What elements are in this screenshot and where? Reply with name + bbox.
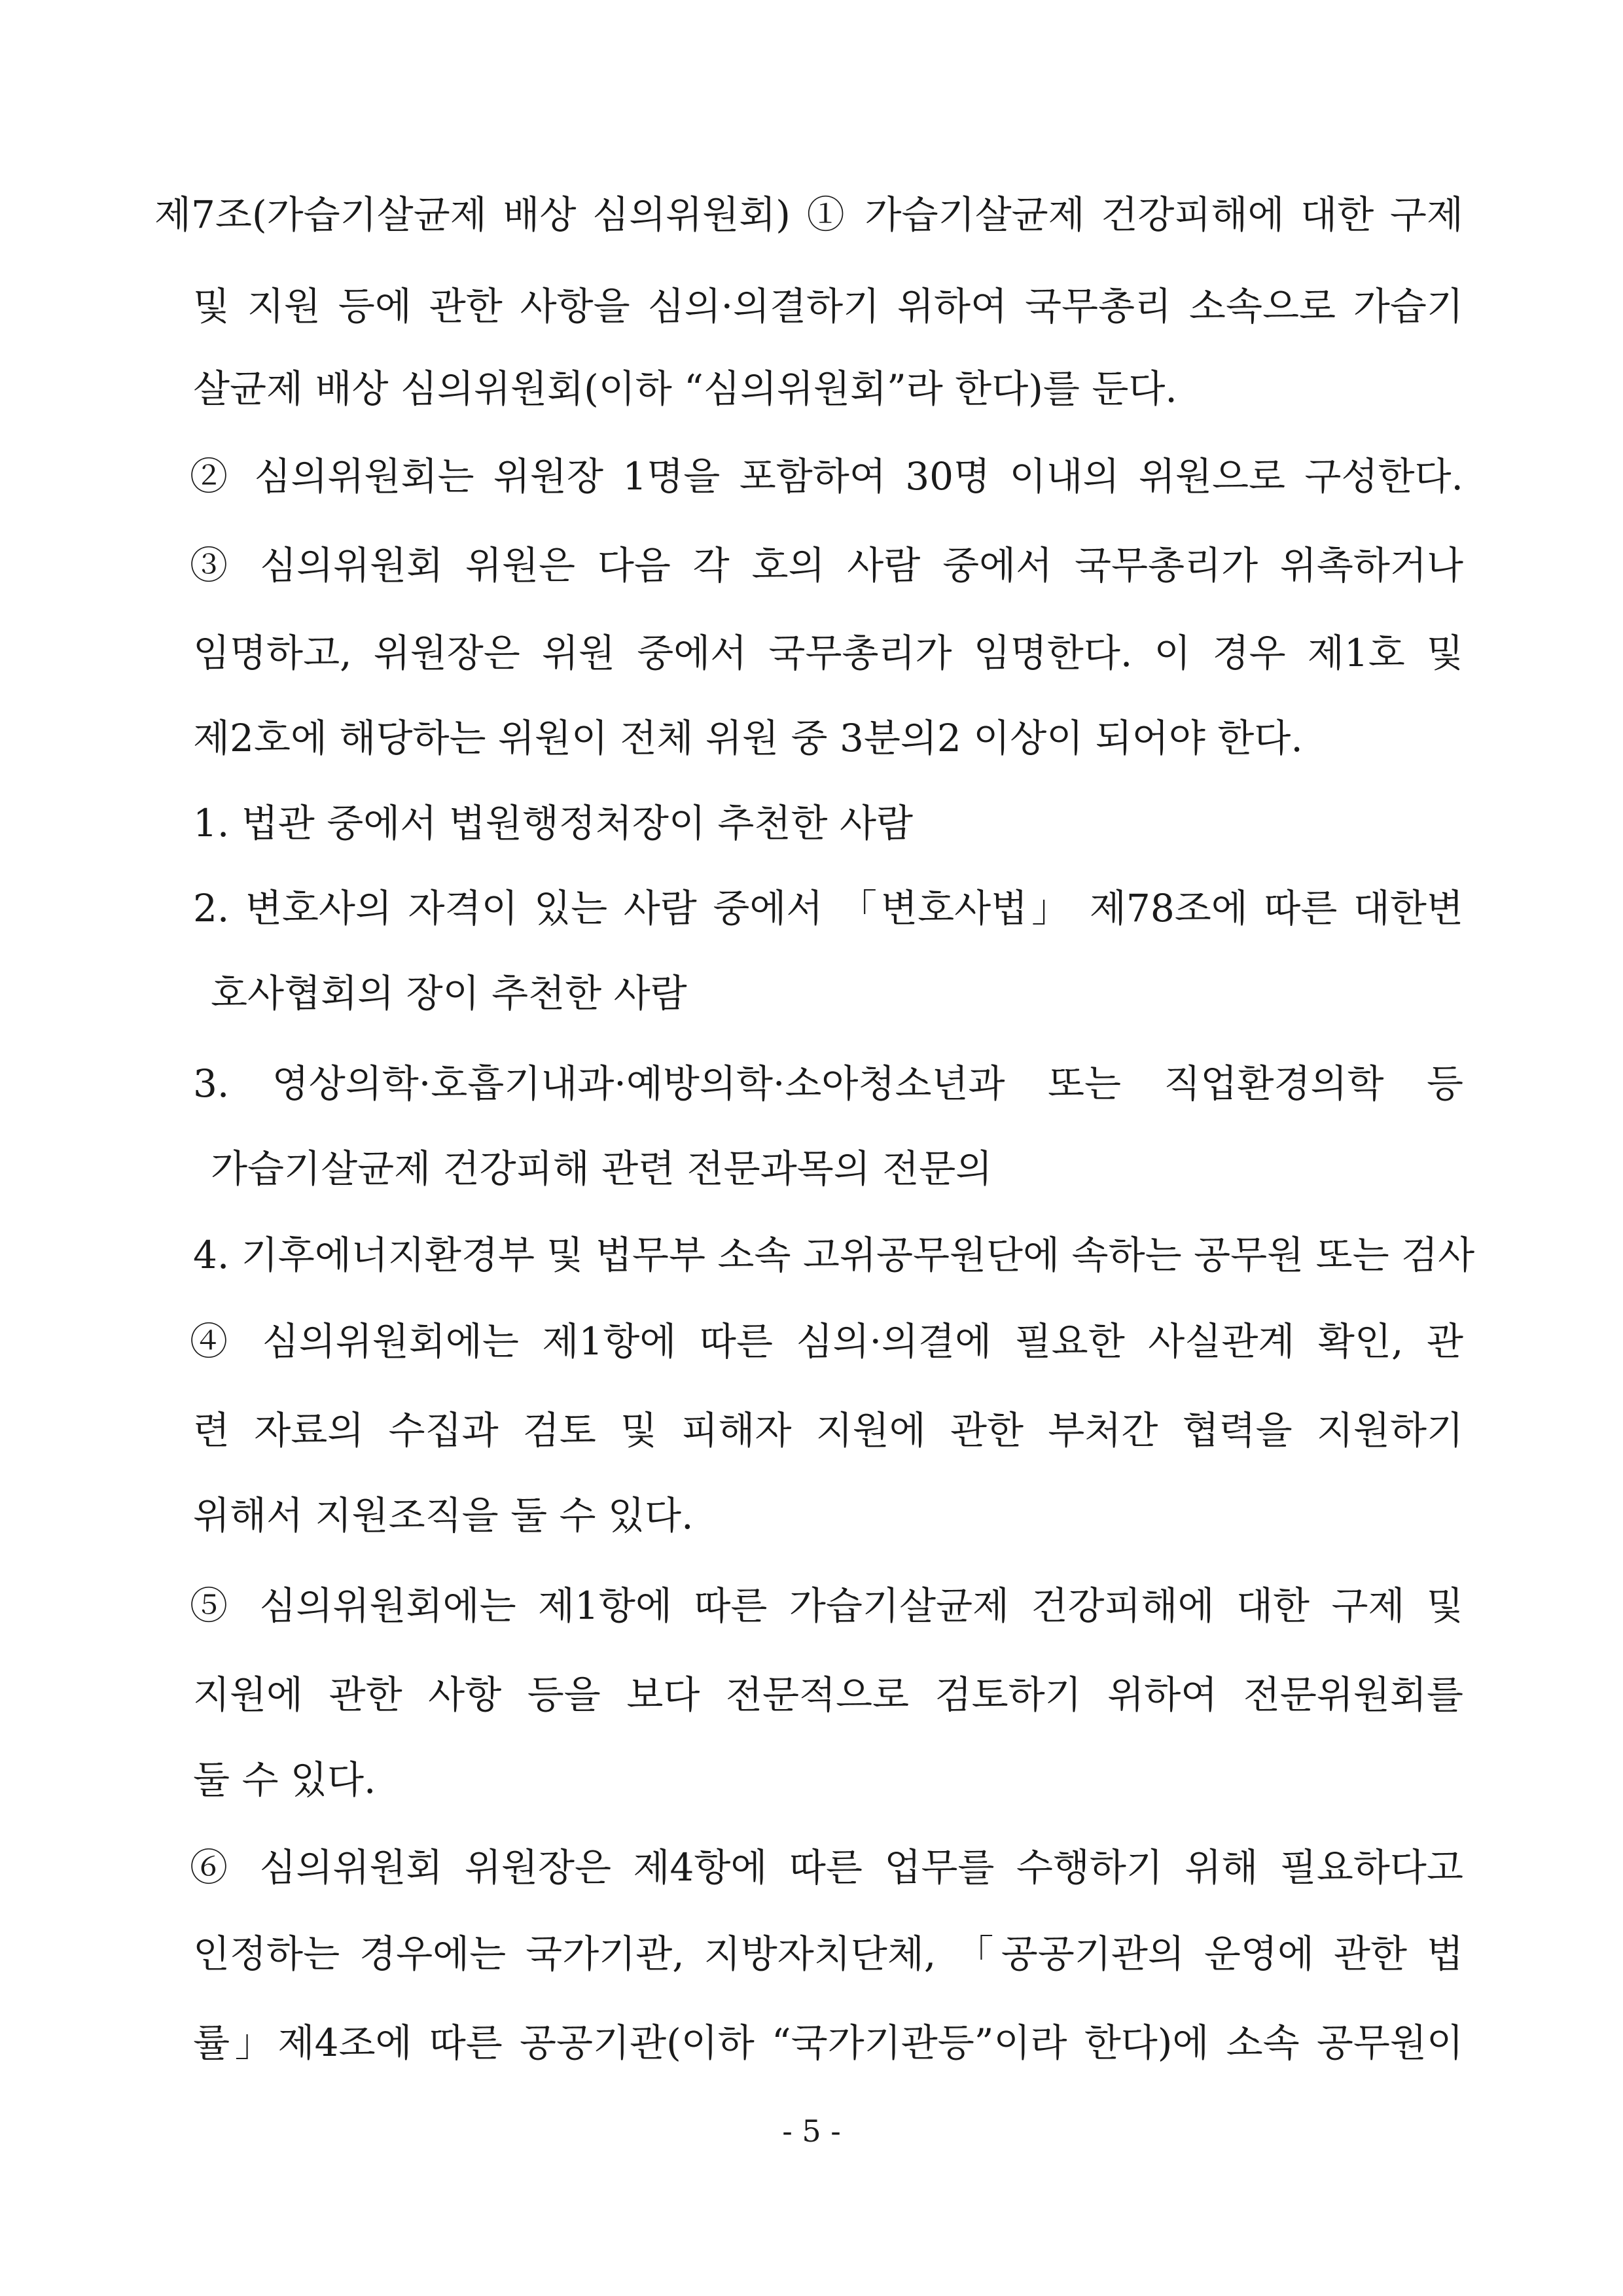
text-line (0, 1216, 1623, 1294)
text-line-content: 2. 변호사의 자격이 있는 사람 중에서 「변호사법」 제78조에 따른 대한변 (193, 886, 1463, 930)
text-line-content: 호사협회의 장이 추천한 사람 (211, 971, 687, 1016)
text-line (0, 526, 1623, 605)
text-line-content: 련 자료의 수집과 검토 및 피해자 지원에 관한 부처간 협력을 지원하기 (193, 1408, 1463, 1453)
page-number: - 5 - (782, 2113, 841, 2149)
text-line-content: 제2호에 해당하는 위원이 전체 위원 중 3분의2 이상이 되어야 한다. (193, 716, 1303, 760)
text-line-content: ④ 심의위원회에는 제1항에 따른 심의·의결에 필요한 사실관계 확인, 관 (190, 1319, 1463, 1364)
text-line (0, 954, 1623, 1033)
text-line (0, 1302, 1623, 1381)
text-line-content: 3. 영상의학·호흡기내과·예방의학·소아청소년과 또는 직업환경의학 등 (193, 1061, 1463, 1106)
text-line-content: 임명하고, 위원장은 위원 중에서 국무총리가 임명한다. 이 경우 제1호 및 (193, 631, 1463, 675)
text-line-content: 인정하는 경우에는 국가기관, 지방자치단체, 「공공기관의 운영에 관한 법 (193, 1932, 1463, 1976)
text-line (0, 2004, 1623, 2082)
text-line-content: 및 지원 등에 관한 사항을 심의·의결하기 위하여 국무총리 소속으로 가습기 (193, 284, 1463, 328)
text-line-content: 률」제4조에 따른 공공기관(이하 “국가기관등”이라 한다)에 소속 공무원이 (193, 2021, 1463, 2065)
text-line-content: 지원에 관한 사항 등을 보다 전문적으로 검토하기 위하여 전문위원회를 (193, 1672, 1463, 1717)
text-line-content: 가습기살균제 건강피해 관련 전문과목의 전문의 (211, 1146, 993, 1191)
text-line (0, 1740, 1623, 1819)
text-line (0, 699, 1623, 777)
text-line (0, 267, 1623, 345)
text-line-content: 1. 법관 중에서 법원행정처장이 추천한 사람 (193, 801, 913, 845)
text-line (0, 437, 1623, 516)
text-line-content: 둘 수 있다. (193, 1757, 376, 1802)
text-line (0, 1828, 1623, 1907)
text-line (0, 349, 1623, 428)
text-line (0, 614, 1623, 692)
text-line-content: 살균제 배상 심의위원회(이하 “심의위원회”라 한다)를 둔다. (193, 366, 1177, 411)
text-line-content: ③ 심의위원회 위원은 다음 각 호의 사람 중에서 국무총리가 위촉하거나 (190, 543, 1463, 588)
text-line (0, 1391, 1623, 1470)
text-line-content: 제7조(가습기살균제 배상 심의위원회) ① 가습기살균제 건강피해에 대한 구제 (154, 192, 1463, 237)
text-line (0, 1655, 1623, 1734)
text-line (0, 784, 1623, 862)
text-line (0, 869, 1623, 947)
text-line (0, 1129, 1623, 1208)
text-line (0, 1566, 1623, 1645)
text-line-content: ⑤ 심의위원회에는 제1항에 따른 가습기살균제 건강피해에 대한 구제 및 (190, 1583, 1463, 1628)
text-line-content: 위해서 지원조직을 둘 수 있다. (193, 1493, 694, 1538)
text-line (0, 1476, 1623, 1555)
text-line-content: ⑥ 심의위원회 위원장은 제4항에 따른 업무를 수행하기 위해 필요하다고 (190, 1845, 1463, 1890)
text-line (0, 1044, 1623, 1123)
text-line-content: ② 심의위원회는 위원장 1명을 포함하여 30명 이내의 위원으로 구성한다. (190, 454, 1463, 499)
text-line-content: 4. 기후에너지환경부 및 법무부 소속 고위공무원단에 속하는 공무원 또는 검사 (193, 1233, 1475, 1277)
text-line (0, 175, 1623, 254)
text-line (0, 1915, 1623, 1993)
